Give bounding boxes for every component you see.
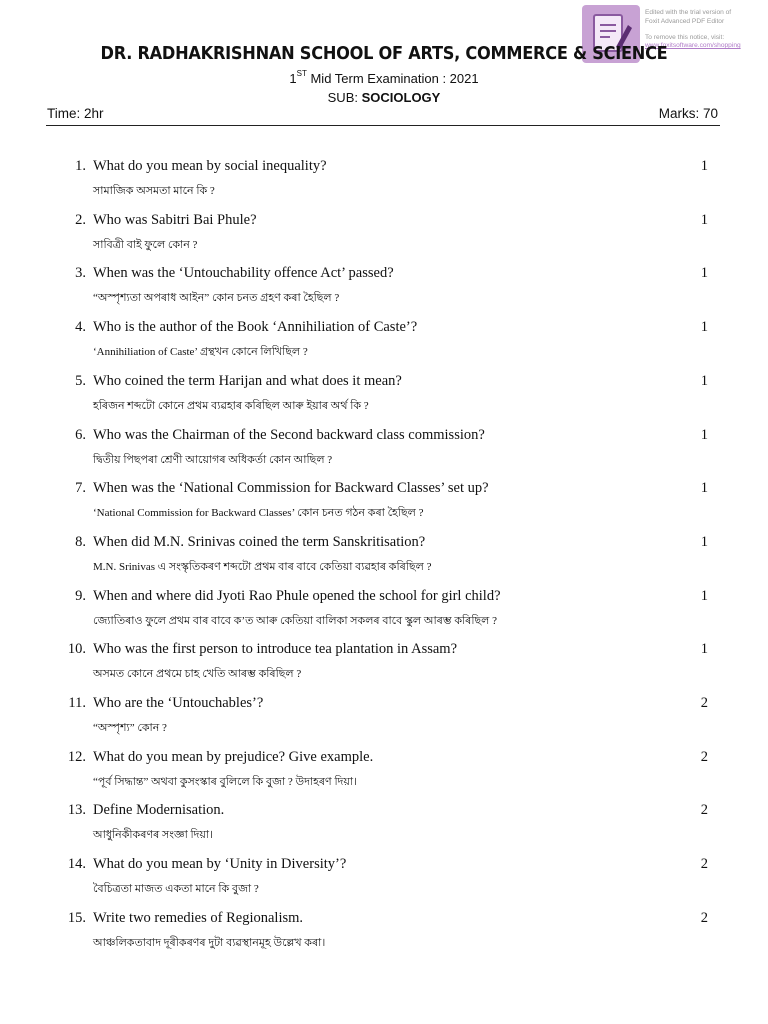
- question-number: 15.: [67, 909, 86, 926]
- question-item: [0, 641, 768, 691]
- question-text: When was the ‘National Commission for Backward Classes’ set up?: [93, 480, 489, 497]
- question-text: What do you mean by ‘Unity in Diversity’?: [93, 856, 347, 873]
- question-number: 7.: [75, 480, 86, 497]
- question-number: 12.: [67, 748, 86, 765]
- question-marks: 1: [700, 319, 708, 336]
- question-item: [0, 480, 768, 530]
- question-translation: “অস্পৃশ্যতা অপৰাধ আইন” কোন চনত গ্ৰহণ কৰা হৈছিল ?: [93, 292, 340, 305]
- question-marks: 1: [700, 533, 708, 550]
- question-translation: “পূৰ্ব সিদ্ধান্ত” অথবা কুসংস্কাৰ বুলিলে কি বুজা ? উদাহৰণ দিয়া।: [93, 775, 357, 788]
- question-item: [0, 427, 768, 477]
- subject-prefix: SUB:: [327, 90, 362, 105]
- question-text: Who coined the term Harijan and what does it mean?: [93, 372, 402, 389]
- question-marks: 2: [700, 856, 708, 873]
- time-allowed: Time: 2hr: [47, 106, 104, 121]
- watermark-link[interactable]: www.foxitsoftware.com/shopping: [645, 42, 741, 50]
- question-item: [0, 588, 768, 638]
- question-item: [0, 910, 768, 960]
- question-item: [0, 695, 768, 745]
- question-item: [0, 212, 768, 262]
- watermark-line-1: Edited with the trial version of: [645, 9, 732, 16]
- question-number: 14.: [67, 856, 86, 873]
- question-number: 3.: [75, 265, 86, 282]
- question-text: Who was Sabitri Bai Phule?: [93, 211, 257, 228]
- question-translation: সামাজিক অসমতা মানে কি ?: [93, 185, 215, 197]
- question-translation: সাবিত্ৰী বাই ফুলে কোন ?: [93, 238, 198, 251]
- question-translation: আধুনিকীকৰণৰ সংজ্ঞা দিয়া।: [93, 829, 214, 842]
- question-number: 8.: [75, 533, 86, 550]
- question-marks: 1: [700, 158, 708, 174]
- question-item: [0, 749, 768, 799]
- question-translation: ‘Annihiliation of Caste’ গ্ৰন্থখন কোনে লিখিছিল ?: [93, 346, 308, 359]
- question-number: 11.: [68, 695, 86, 711]
- question-marks: 2: [700, 748, 708, 765]
- question-translation: বৈচিত্ৰতা মাজত একতা মানে কি বুজা ?: [93, 883, 259, 896]
- question-number: 5.: [75, 372, 86, 389]
- question-text: When was the ‘Untouchability offence Act’ passed?: [93, 265, 394, 282]
- exam-name: Mid Term Examination : 2021: [306, 71, 479, 86]
- question-marks: 1: [700, 211, 708, 228]
- question-item: [0, 265, 768, 315]
- watermark-line-2: Foxit Advanced PDF Editor: [645, 17, 725, 25]
- question-translation: দ্বিতীয় পিছপৰা শ্ৰেণী আয়োগৰ অধিকৰ্তা কোন আছিল ?: [93, 453, 333, 466]
- question-marks: 2: [700, 909, 708, 926]
- question-marks: 2: [700, 695, 708, 711]
- question-marks: 1: [700, 372, 708, 389]
- question-number: 2.: [75, 211, 86, 228]
- exam-ordinal: 1: [289, 71, 297, 86]
- school-name: DR. RADHAKRISHNAN SCHOOL OF ARTS, COMMERCE & SCIENCE: [100, 43, 668, 64]
- question-text: Who are the ‘Untouchables’?: [93, 695, 264, 711]
- question-number: 9.: [75, 587, 86, 604]
- question-translation: অসমত কোনে প্ৰথমে চাহ খেতি আৰম্ভ কৰিছিল ?: [93, 668, 302, 681]
- question-text: What do you mean by social inequality?: [93, 158, 327, 174]
- question-item: [0, 373, 768, 423]
- question-text: When and where did Jyoti Rao Phule opened the school for girl child?: [93, 587, 501, 604]
- question-text: Who is the author of the Book ‘Annihiliation of Caste’?: [93, 319, 418, 336]
- exam-title: [0, 71, 768, 86]
- question-text: What do you mean by prejudice? Give example.: [93, 748, 374, 765]
- question-number: 10.: [67, 641, 86, 658]
- question-item: [0, 856, 768, 906]
- question-marks: 1: [700, 480, 708, 497]
- question-translation: “অস্পৃশ্য” কোন ?: [93, 722, 167, 734]
- question-translation: M.N. Srinivas এ সংস্কৃতিকৰণ শব্দটো প্ৰথম বাৰ বাবে কেতিয়া ব্যৱহাৰ কৰিছিল ?: [93, 560, 432, 573]
- question-text: Define Modernisation.: [93, 802, 225, 819]
- header-divider: [46, 125, 720, 126]
- exam-ordinal-suffix: ST: [296, 69, 307, 78]
- question-item: [0, 534, 768, 584]
- question-translation: হৰিজন শব্দটো কোনে প্ৰথম ব্যৱহাৰ কৰিছিল আৰু ইয়াৰ অৰ্থ কি ?: [93, 399, 369, 412]
- question-text: Who was the Chairman of the Second backward class commission?: [93, 426, 485, 443]
- subject-line: [0, 90, 768, 105]
- question-translation: ‘National Commission for Backward Classes’ কোন চনত গঠন কৰা হৈছিল ?: [93, 507, 424, 520]
- question-translation: জ্যোতিৰাও ফুলে প্ৰথম বাৰ বাবে ক’ত আৰু কেতিয়া বালিকা সকলৰ বাবে স্কুল আৰম্ভ কৰিছিল ?: [93, 614, 497, 627]
- total-marks: Marks: 70: [658, 106, 718, 121]
- question-item: [0, 319, 768, 369]
- question-number: 4.: [75, 319, 86, 336]
- question-text: Who was the first person to introduce tea plantation in Assam?: [93, 641, 458, 658]
- question-text: When did M.N. Srinivas coined the term Sanskritisation?: [93, 533, 426, 550]
- question-marks: 1: [700, 265, 708, 282]
- question-number: 6.: [75, 426, 86, 443]
- question-marks: 2: [700, 802, 708, 819]
- question-marks: 1: [700, 641, 708, 658]
- question-translation: আঞ্চলিকতাবাদ দূৰীকৰণৰ দুটা ব্যৱস্থানমূহ উল্লেখ কৰা।: [93, 936, 326, 949]
- question-marks: 1: [700, 587, 708, 604]
- question-number: 1.: [75, 158, 86, 174]
- question-item: [0, 802, 768, 852]
- question-marks: 1: [700, 426, 708, 443]
- subject-name: SOCIOLOGY: [361, 90, 441, 105]
- question-item: [0, 158, 768, 208]
- question-text: Write two remedies of Regionalism.: [93, 909, 304, 926]
- watermark-line-3: To remove this notice, visit:: [645, 33, 725, 41]
- question-number: 13.: [67, 802, 86, 819]
